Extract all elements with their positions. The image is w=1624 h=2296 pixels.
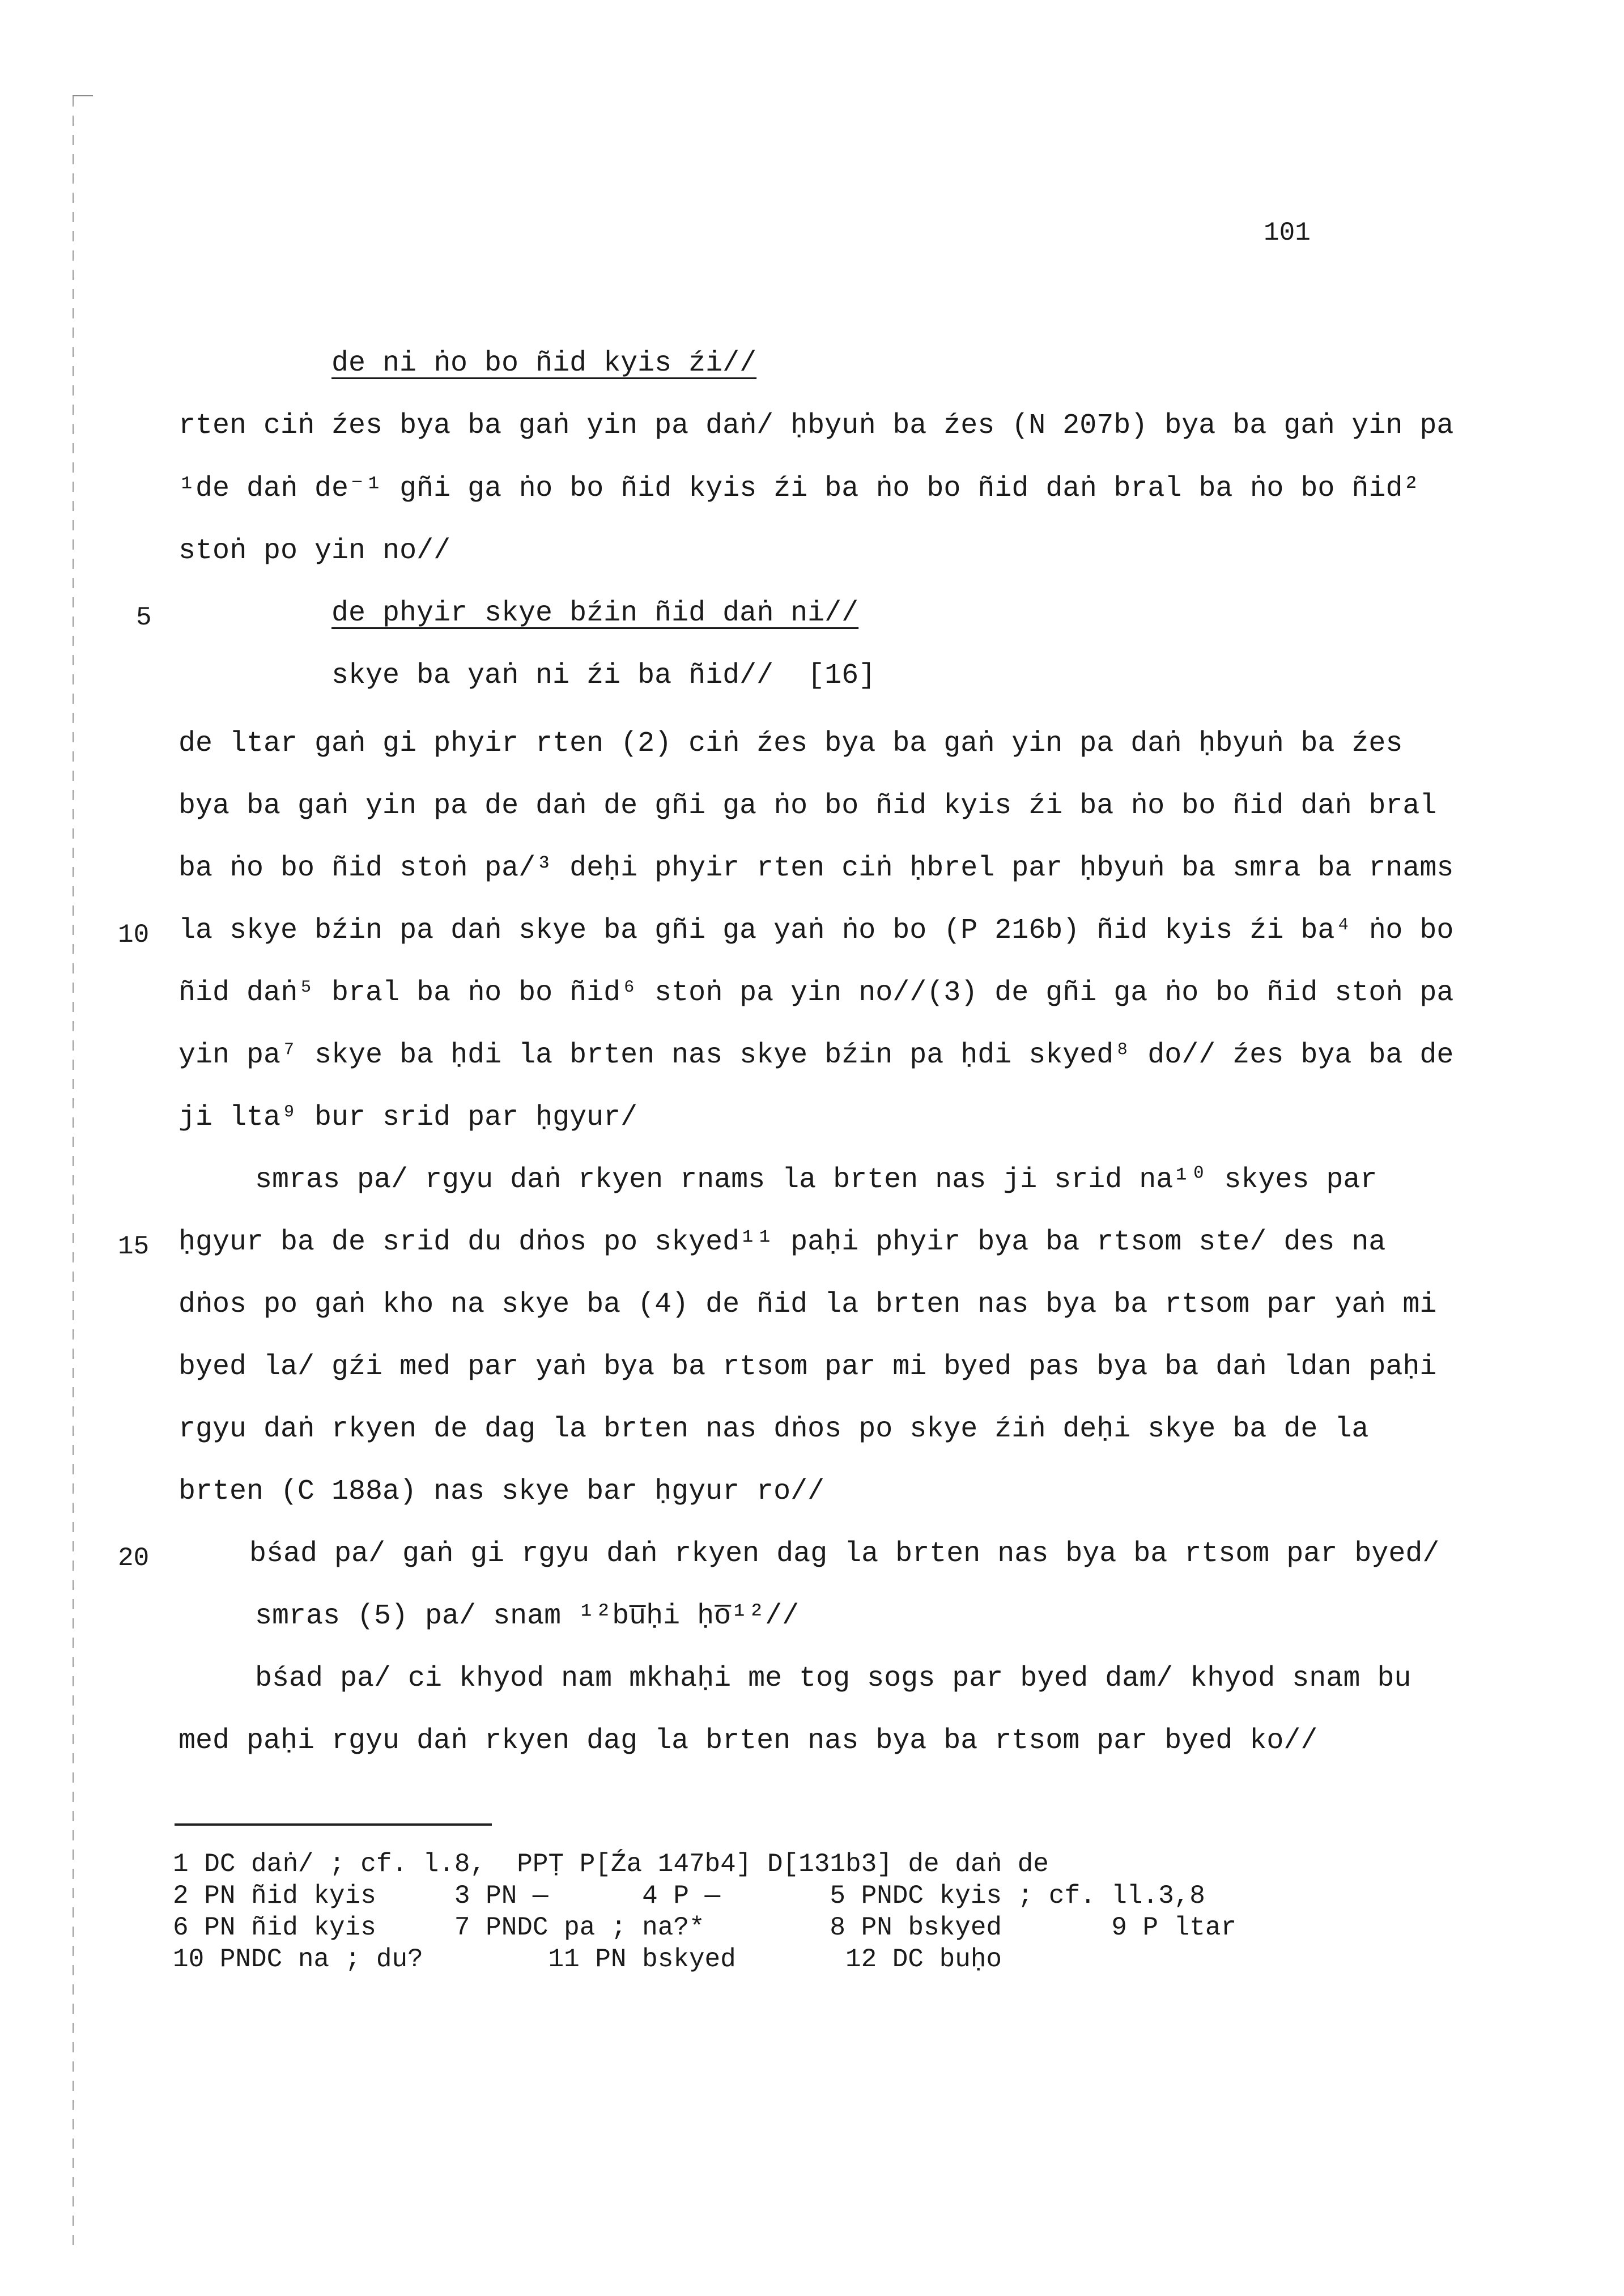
text-line: rten ciṅ źes bya ba gaṅ yin pa daṅ/ ḥbyuṅ ba źes (N 207b) bya ba gaṅ yin pa: [178, 410, 1454, 442]
text-line: ḥgyur ba de srid du dṅos po skyed¹¹ paḥi phyir bya ba rtsom ste/ des na: [178, 1226, 1386, 1258]
text-line: bya ba gaṅ yin pa de daṅ de gñi ga ṅo bo ñid kyis źi ba ṅo bo ñid daṅ bral: [178, 790, 1437, 822]
text-line: ba ṅo bo ñid stoṅ pa/³ deḥi phyir rten ciṅ ḥbrel par ḥbyuṅ ba smra ba rnams: [178, 852, 1454, 885]
line-number-5: 5: [136, 603, 152, 632]
text-line-indented: bśad pa/ gaṅ gi rgyu daṅ rkyen dag la brten nas bya ba rtsom par byed/: [249, 1538, 1440, 1570]
verse-heading-1: de ni ṅo bo ñid kyis źi//: [331, 347, 757, 380]
footnote-rule: [175, 1823, 492, 1826]
text-line: ¹de daṅ de⁻¹ gñi ga ṅo bo ñid kyis źi ba ṅo bo ñid daṅ bral ba ṅo bo ñid²: [178, 473, 1420, 505]
text-line: ji lta⁹ bur srid par ḥgyur/: [178, 1102, 638, 1134]
text-line: yin pa⁷ skye ba ḥdi la brten nas skye bźin pa ḥdi skyed⁸ do// źes bya ba de: [178, 1039, 1454, 1072]
text-line: brten (C 188a) nas skye bar ḥgyur ro//: [178, 1476, 825, 1508]
page-edge-tick: [73, 95, 93, 96]
text-line: dṅos po gaṅ kho na skye ba (4) de ñid la brten nas bya ba rtsom par yaṅ mi: [178, 1289, 1437, 1321]
text-line-indented: smras (5) pa/ snam ¹²bu̅ḥi ḥo̅¹²//: [255, 1600, 800, 1632]
text-line: ñid daṅ⁵ bral ba ṅo bo ñid⁶ stoṅ pa yin no//(3) de gñi ga ṅo bo ñid stoṅ pa: [178, 977, 1454, 1009]
text-line: la skye bźin pa daṅ skye ba gñi ga yaṅ ṅo bo (P 216b) ñid kyis źi ba⁴ ṅo bo: [178, 915, 1454, 947]
text-line-indented: bśad pa/ ci khyod nam mkhaḥi me tog sogs par byed dam/ khyod snam bu: [255, 1663, 1412, 1695]
footnote-line: 10 PNDC na ; du? 11 PN bskyed 12 DC buḥo: [173, 1945, 1002, 1974]
footnote-line: 1 DC daṅ/ ; cf. l.8, PPṬ P[Źa 147b4] D[131b3] de daṅ de: [173, 1849, 1049, 1879]
text-line: de ltar gaṅ gi phyir rten (2) ciṅ źes bya ba gaṅ yin pa daṅ ḥbyuṅ ba źes: [178, 728, 1403, 760]
line-number-15: 15: [118, 1232, 150, 1261]
footnote-line: 2 PN ñid kyis 3 PN — 4 P — 5 PNDC kyis ; cf. ll.3,8: [173, 1881, 1205, 1911]
page-edge-line: [73, 96, 74, 2250]
footnote-line: 6 PN ñid kyis 7 PNDC pa ; na?* 8 PN bskyed 9 P ltar: [173, 1913, 1237, 1942]
verse-line-2: skye ba yaṅ ni źi ba ñid// [16]: [331, 660, 876, 692]
text-line-indented: smras pa/ rgyu daṅ rkyen rnams la brten nas ji srid na¹⁰ skyes par: [255, 1164, 1378, 1196]
line-number-20: 20: [118, 1544, 150, 1573]
text-line: byed la/ gźi med par yaṅ bya ba rtsom par mi byed pas bya ba daṅ ldan paḥi: [178, 1351, 1437, 1383]
page-number: 101: [1264, 218, 1311, 248]
text-line: rgyu daṅ rkyen de dag la brten nas dṅos po skye źiṅ deḥi skye ba de la: [178, 1413, 1369, 1445]
text-line: stoṅ po yin no//: [178, 535, 451, 567]
verse-line-1: de phyir skye bźin ñid daṅ ni//: [331, 597, 859, 630]
line-number-10: 10: [118, 920, 150, 950]
text-line: med paḥi rgyu daṅ rkyen dag la brten nas bya ba rtsom par byed ko//: [178, 1725, 1318, 1757]
